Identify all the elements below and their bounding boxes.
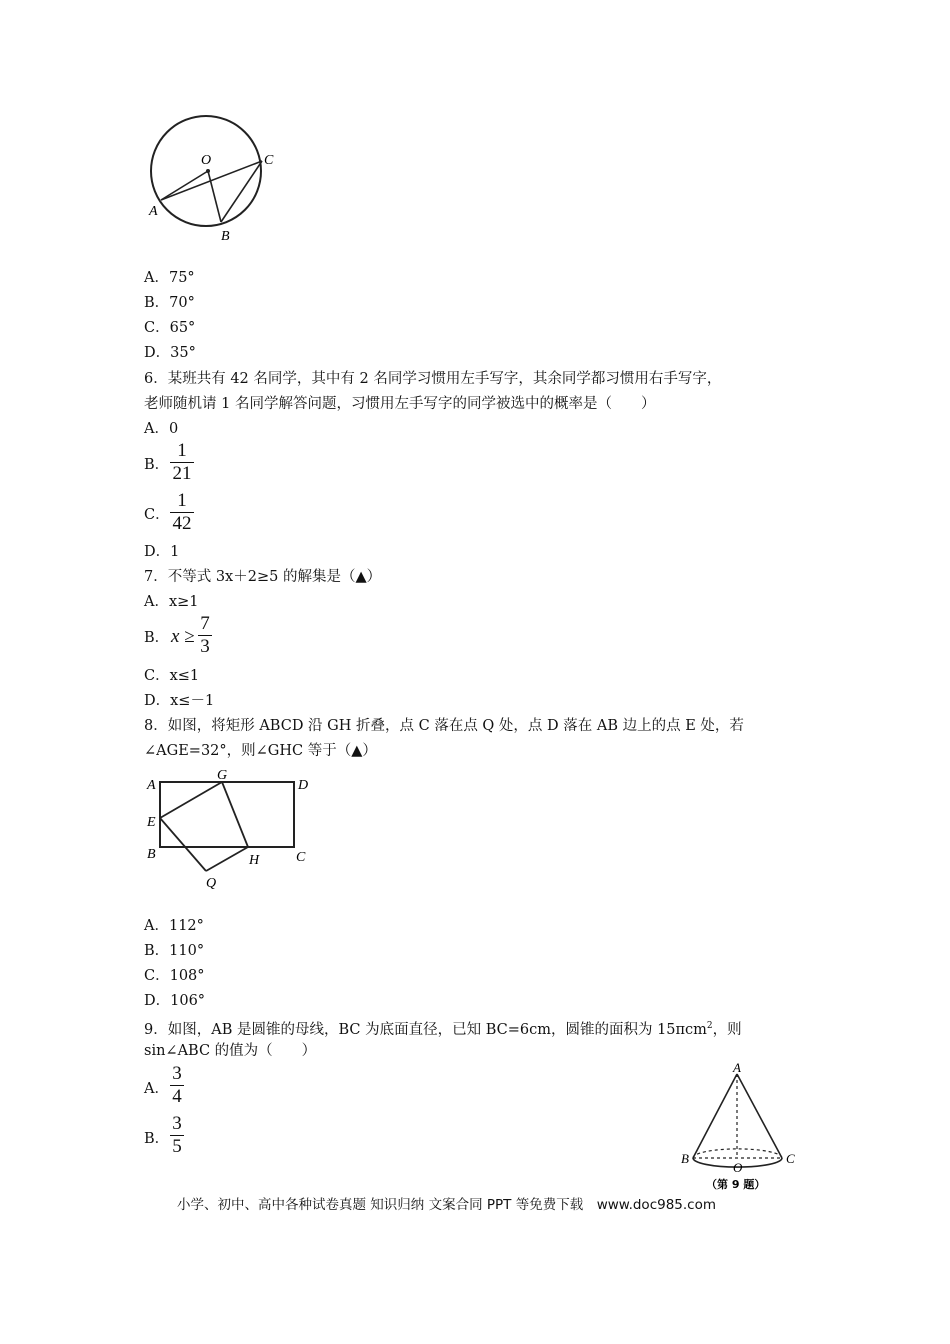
label-h: H xyxy=(249,853,260,868)
q9-stem-line2: sin∠ABC 的值为（ ） xyxy=(144,1043,317,1059)
q9-option-b-fraction xyxy=(170,1114,184,1157)
q6-option-c-fraction xyxy=(170,491,194,534)
q9-option-a-prefix: A． xyxy=(144,1081,169,1097)
q5-option-d: D．35° xyxy=(144,345,196,361)
label-b: B xyxy=(681,1151,689,1166)
q7-option-a: A．x≥1 xyxy=(144,594,199,610)
q7-option-d: D．x≤－1 xyxy=(144,693,215,709)
label-o: O xyxy=(201,153,212,168)
label-o: O xyxy=(733,1160,743,1175)
rectangle-fold-figure xyxy=(140,765,315,893)
fraction-numerator: 1 xyxy=(177,490,187,511)
q9-option-b-prefix: B． xyxy=(144,1131,170,1147)
fraction-numerator: 3 xyxy=(172,1063,182,1084)
q6-option-d: D．1 xyxy=(144,544,180,560)
fraction-numerator: 3 xyxy=(172,1113,182,1134)
q6-option-b-fraction xyxy=(170,441,194,484)
label-g: G xyxy=(217,768,228,783)
q8-stem-line1: 8．如图，将矩形 ABCD 沿 GH 折叠，点 C 落在点 Q 处，点 D 落在 AB 边上的点 E 处，若 xyxy=(144,718,744,734)
q6-stem-line1: 6．某班共有 42 名同学，其中有 2 名同学习惯用左手写字，其余同学都习惯用右手写字， xyxy=(144,371,722,387)
fraction-numerator: 7 xyxy=(200,613,210,634)
circle-figure xyxy=(140,110,280,250)
label-e: E xyxy=(147,815,156,830)
q6-option-a: A．0 xyxy=(144,421,179,437)
fraction-denominator: 5 xyxy=(172,1136,182,1157)
page-footer: 小学、初中、高中各种试卷真题 知识归纳 文案合同 PPT 等免费下载 www.doc985.com xyxy=(177,1197,717,1213)
q9-stem-text: 9．如图，AB 是圆锥的母线，BC 为底面直径，已知 BC=6cm，圆锥的面积为 15πcm xyxy=(144,1021,707,1038)
label-c: C xyxy=(786,1151,795,1166)
fraction-denominator: 4 xyxy=(172,1086,182,1107)
label-b: B xyxy=(147,847,156,862)
label-b: B xyxy=(221,229,230,244)
label-c: C xyxy=(296,850,306,865)
q6-stem-line2: 老师随机请 1 名同学解答问题，习惯用左手写字的同学被选中的概率是（ ） xyxy=(144,396,656,412)
label-a: A xyxy=(149,204,158,219)
q8-option-d: D．106° xyxy=(144,993,206,1009)
figure-caption: （第 9 题） xyxy=(706,1178,766,1191)
q9-stem-superscript: 2 xyxy=(706,1021,713,1031)
fraction-denominator: 21 xyxy=(172,463,192,484)
q5-option-a: A．75° xyxy=(144,270,195,286)
q7-option-b-prefix: B． xyxy=(144,630,170,646)
q5-option-b: B．70° xyxy=(144,295,195,311)
q9-stem-tail: ，则 xyxy=(712,1021,742,1038)
q8-option-c: C．108° xyxy=(144,968,205,984)
label-c: C xyxy=(264,153,274,168)
fraction-denominator: 42 xyxy=(172,513,192,534)
q9-option-a-fraction xyxy=(170,1064,184,1107)
fraction-numerator: 1 xyxy=(177,440,187,461)
fraction-denominator: 3 xyxy=(200,636,210,657)
q8-option-b: B．110° xyxy=(144,943,205,959)
q6-option-c-prefix: C． xyxy=(144,507,170,523)
q6-option-b-prefix: B． xyxy=(144,457,170,473)
q7-option-c: C．x≤1 xyxy=(144,668,200,684)
q7-option-b-fraction xyxy=(198,614,212,657)
q8-stem-line2: ∠AGE=32°，则∠GHC 等于（▲） xyxy=(144,743,377,759)
cone-figure xyxy=(676,1062,806,1192)
q9-stem-line1 xyxy=(144,1017,742,1039)
label-d: D xyxy=(298,778,309,793)
label-a: A xyxy=(147,778,156,793)
q8-option-a: A．112° xyxy=(144,918,204,934)
label-q: Q xyxy=(206,876,217,891)
q7-option-b-lhs: x ≥ xyxy=(171,626,195,647)
q5-option-c: C．65° xyxy=(144,320,196,336)
q7-stem: 7．不等式 3x＋2≥5 的解集是（▲） xyxy=(144,569,382,585)
label-a: A xyxy=(733,1062,741,1075)
